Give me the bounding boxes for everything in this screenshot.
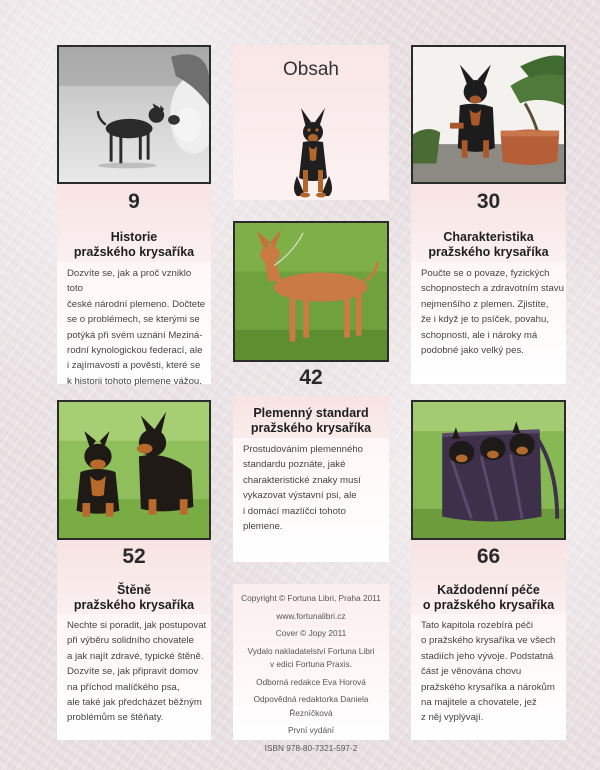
page-number-42: 42 bbox=[299, 366, 323, 389]
section-title-line1: Historie bbox=[110, 230, 158, 244]
imprint-block bbox=[233, 592, 389, 755]
toc-title: Obsah bbox=[283, 59, 339, 80]
section-panel-daily-care bbox=[411, 540, 566, 740]
section-panel-characteristics bbox=[411, 184, 566, 384]
section-title-line1: Štěně bbox=[116, 583, 152, 597]
page-number: 66 bbox=[476, 545, 501, 568]
toc-header-panel bbox=[233, 45, 389, 200]
section-title-line1: Charakteristika bbox=[443, 230, 534, 244]
section-title-line1: Plemenný standard bbox=[253, 406, 369, 420]
imprint-publisher-line1: Vydalo nakladatelství Fortuna Libri bbox=[247, 645, 375, 656]
section-text: Dozvíte se, jak a proč vzniklo toto české národní plemeno. Dočtete se o problémech, se kterými se potýká při svém uznání Meziná- rodní kynologickou federací, ale i zajímavosti a pověsti, které se k historii tohoto plemene vážou. bbox=[67, 268, 206, 387]
section-text: Tato kapitola rozebírá péči o pražského krysaříka ve všech stadiích jeho vývoje. Podstatná část je věnována chovu pražského krysaříka a nárokům na majitele a chovatele, jež z něj vyplývají. bbox=[421, 620, 556, 724]
page-number: 30 bbox=[476, 190, 501, 213]
section-title bbox=[411, 230, 566, 260]
section-title-line2: pražského krysaříka bbox=[73, 245, 195, 259]
imprint-editor: Odborná redakce Eva Horová bbox=[256, 676, 366, 687]
pinscher-cutout-image bbox=[273, 100, 353, 200]
photo-historic-dog bbox=[57, 45, 211, 184]
photo-dog-with-bonsai bbox=[411, 45, 566, 184]
section-title-line2: pražského krysaříka bbox=[73, 598, 195, 612]
section-text: Prostudováním plemenného standardu poznáte, jaké charakteristické znaky musí vykazovat výstavní psi, ale i domácí mazlíčci tohoto plemene. bbox=[243, 444, 363, 533]
section-panel-history bbox=[57, 184, 211, 387]
imprint-copyright: Copyright © Fortuna Libri, Praha 2011 bbox=[241, 593, 381, 603]
section-title-line2: pražského krysaříka bbox=[250, 421, 372, 435]
section-title bbox=[57, 583, 211, 613]
page-number: 9 bbox=[128, 190, 140, 213]
page-number: 52 bbox=[122, 545, 146, 568]
imprint-isbn: ISBN 978-80-7321-597-2 bbox=[264, 742, 358, 753]
imprint-panel bbox=[233, 584, 389, 753]
section-title bbox=[57, 230, 211, 260]
imprint-edition: První vydání bbox=[287, 725, 335, 735]
section-text: Poučte se o povaze, fyzických schopnostech a zdravotním stavu nejmenšího z plemen. Zjistíte, že i když je to psíček, povahu, schopnosti, ale i nároky má podobné jako velký pes. bbox=[421, 268, 564, 357]
imprint-publisher-line2: v edici Fortuna Praxis. bbox=[269, 659, 353, 669]
section-title-line2: pražského krysaříka bbox=[428, 245, 549, 259]
imprint-url[interactable]: www.fortunalibri.cz bbox=[276, 610, 346, 621]
section-panel-standard bbox=[233, 396, 389, 562]
section-title-line2: o pražského krysaříka bbox=[422, 598, 555, 612]
section-title bbox=[233, 406, 389, 436]
photo-puppies-in-bag bbox=[411, 400, 566, 540]
photo-two-puppies bbox=[57, 400, 211, 540]
section-panel-puppy bbox=[57, 540, 211, 740]
section-title bbox=[411, 583, 566, 613]
imprint-cover: Cover © Jopy 2011 bbox=[275, 628, 347, 638]
section-text: Nechte si poradit, jak postupovat při výběru solidního chovatele a jak najít zdravé, typické štěně. Dozvíte se, jak připravit domov na příchod malíčkého psa, ale také jak předcházet běžným problémům se štěňaty. bbox=[67, 620, 207, 724]
photo-red-dog-on-grass bbox=[233, 221, 389, 362]
imprint-chief-editor: Odpovědná redaktorka Daniela Řezníčková bbox=[253, 694, 369, 718]
section-title-line1: Každodenní péče bbox=[437, 583, 540, 597]
